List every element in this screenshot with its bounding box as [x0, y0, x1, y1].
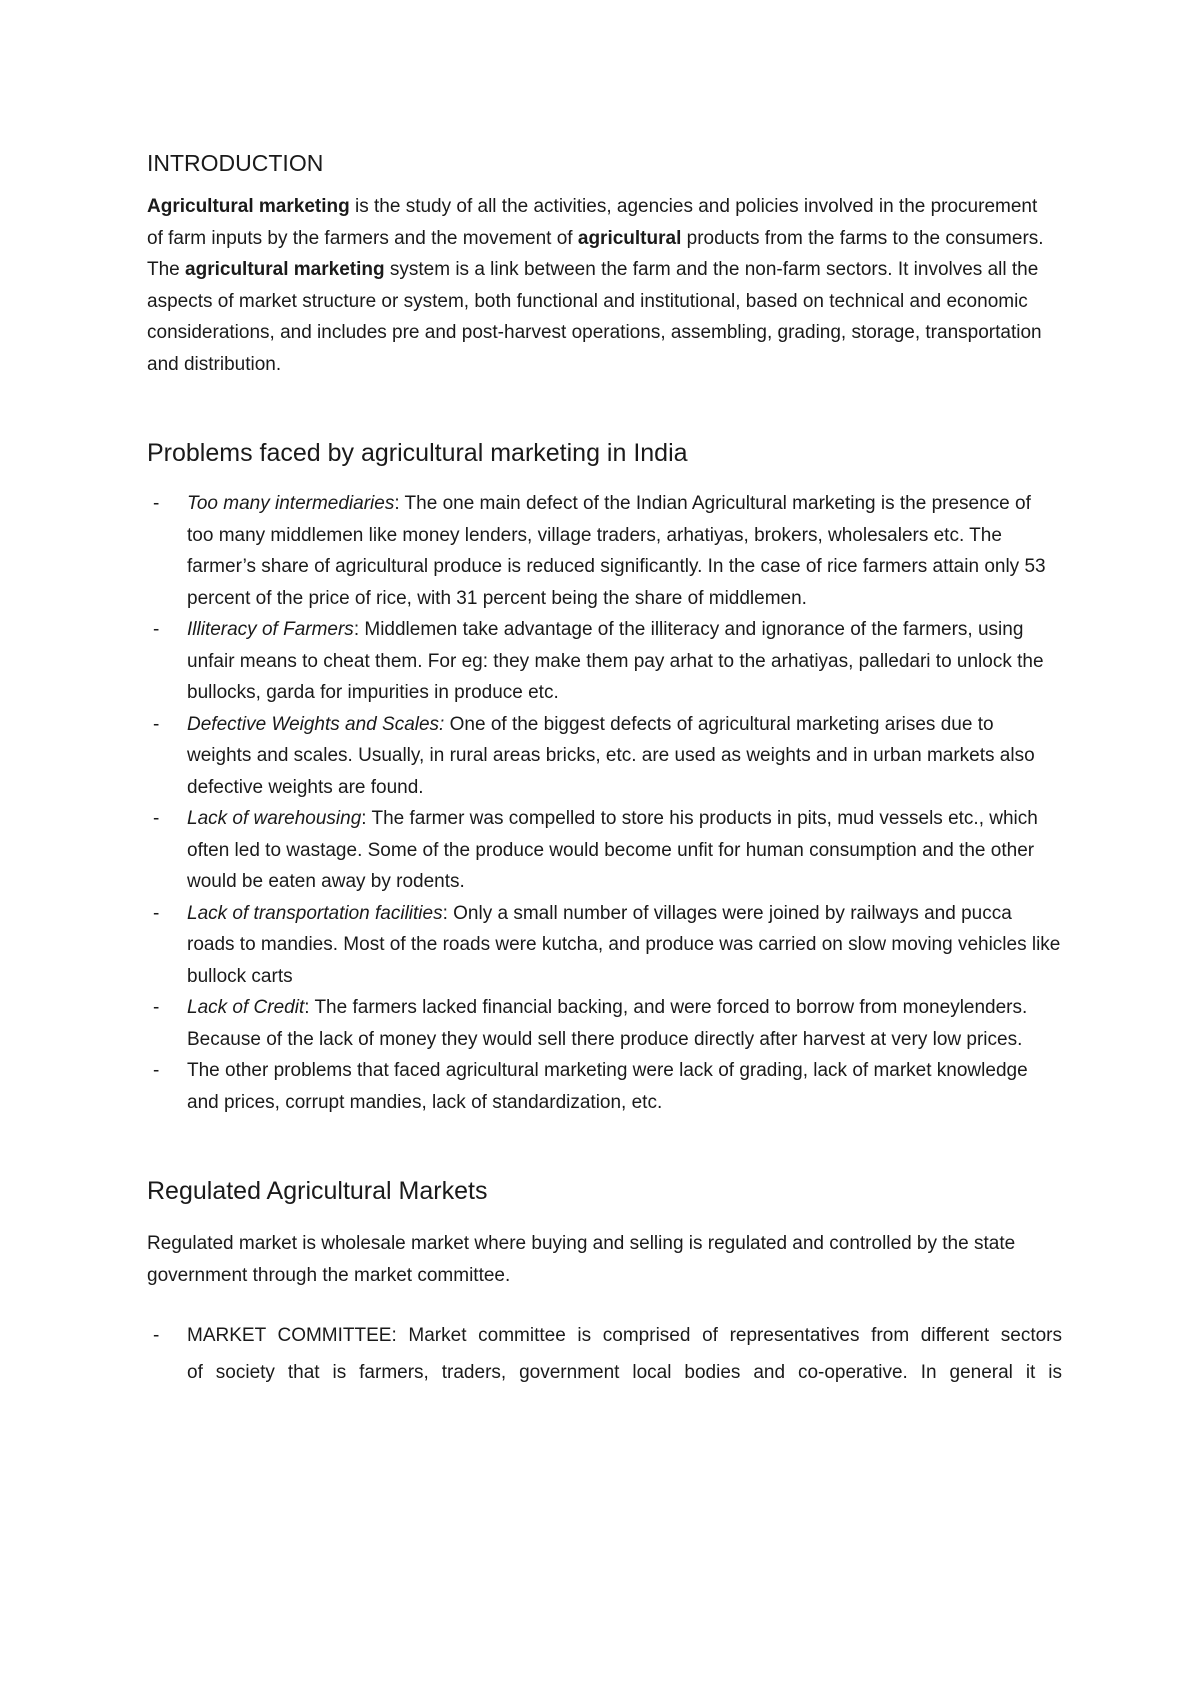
dash-bullet: - [153, 1325, 160, 1346]
regulated-list [147, 1317, 1062, 1391]
committee-line-2: of society that is farmers, traders, government local bodies and co-operative. In general it is [187, 1362, 1062, 1383]
bold-term: agricultural [577, 227, 682, 249]
introduction-paragraph: Agricultural marketing is the study of all the activities, agencies and policies involved in the procurement of farm inputs by the farmers and the movement of agricultural products from the farms to the consumers. The agricultural marketing system is a link between the farm and the non-farm sectors. It involves all the aspects of market structure or system, both functional and institutional, based on technical and economic considerations, and includes pre and post-harvest operations, assembling, grading, storage, transportation and distribution. [147, 196, 1044, 375]
bold-term: agricultural marketing [185, 259, 385, 280]
list-item [147, 614, 1062, 709]
dash-bullet: - [153, 808, 160, 829]
dash-bullet: - [153, 1060, 160, 1081]
list-item [147, 1055, 1062, 1118]
item-text: : The farmer was compelled to store his products in pits, mud vessels etc., which often led to wastage. Some of the produce would become unfit for human consumption and the other would be eaten away by rodents. [187, 808, 1038, 892]
document-content [147, 148, 1062, 1391]
item-term: Defective Weights and Scales: [187, 713, 445, 735]
item-term: Lack of warehousing [187, 808, 362, 829]
problems-heading: Problems faced by agricultural marketing in India [147, 439, 688, 467]
regulated-markets-paragraph: Regulated market is wholesale market where buying and selling is regulated and controlled by the state government through the market committee. [147, 1233, 1016, 1286]
dash-bullet: - [153, 619, 160, 640]
list-item [147, 709, 1062, 804]
regulated-markets-heading: Regulated Agricultural Markets [147, 1177, 488, 1205]
dash-bullet: - [153, 997, 160, 1018]
item-text: The other problems that faced agricultural marketing were lack of grading, lack of market knowledge and prices, corrupt mandies, lack of standardization, etc. [187, 1060, 1028, 1113]
committee-line-1: MARKET COMMITTEE: Market committee is comprised of representatives from different sectors [187, 1325, 1062, 1346]
item-term: Lack of Credit [187, 997, 305, 1018]
list-item [147, 488, 1062, 614]
item-text: : The farmers lacked financial backing, and were forced to borrow from moneylenders. Because of the lack of money they would sell there produce directly after harvest at very low prices. [187, 997, 1028, 1050]
item-term: Lack of transportation facilities [187, 902, 443, 924]
item-term: Illiteracy of Farmers [187, 619, 354, 640]
item-text: : Only a small number of villages were joined by railways and pucca roads to mandies. Most of the roads were kutcha, and produce was carried on slow moving vehicles like bullock carts [187, 902, 1061, 987]
dash-bullet: - [153, 713, 160, 735]
problems-list [147, 488, 1062, 1118]
list-item [147, 898, 1062, 993]
introduction-heading: INTRODUCTION [147, 150, 324, 176]
item-text: One of the biggest defects of agricultural marketing arises due to weights and scales. Usually, in rural areas bricks, etc. are used as weights and in urban markets also defective weights are found. [187, 713, 1035, 798]
list-item [147, 1317, 1062, 1391]
list-item [147, 992, 1062, 1055]
item-text: : The one main defect of the Indian Agricultural marketing is the presence of too many middlemen like money lenders, village traders, arhatiyas, brokers, wholesalers etc. The farmer’s share of agricultural produce is reduced significantly. In the case of rice farmers attain only 53 percent of the price of rice, with 31 percent being the share of middlemen. [187, 493, 1046, 609]
item-text: : Middlemen take advantage of the illiteracy and ignorance of the farmers, using unfair means to cheat them. For eg: they make them pay arhat to the arhatiyas, palledari to unlock the bullocks, garda for impurities in produce etc. [187, 619, 1044, 703]
item-term: Too many intermediaries [187, 493, 395, 514]
bold-term: Agricultural marketing [147, 196, 350, 217]
dash-bullet: - [153, 493, 160, 514]
dash-bullet: - [153, 902, 160, 924]
list-item [147, 803, 1062, 898]
